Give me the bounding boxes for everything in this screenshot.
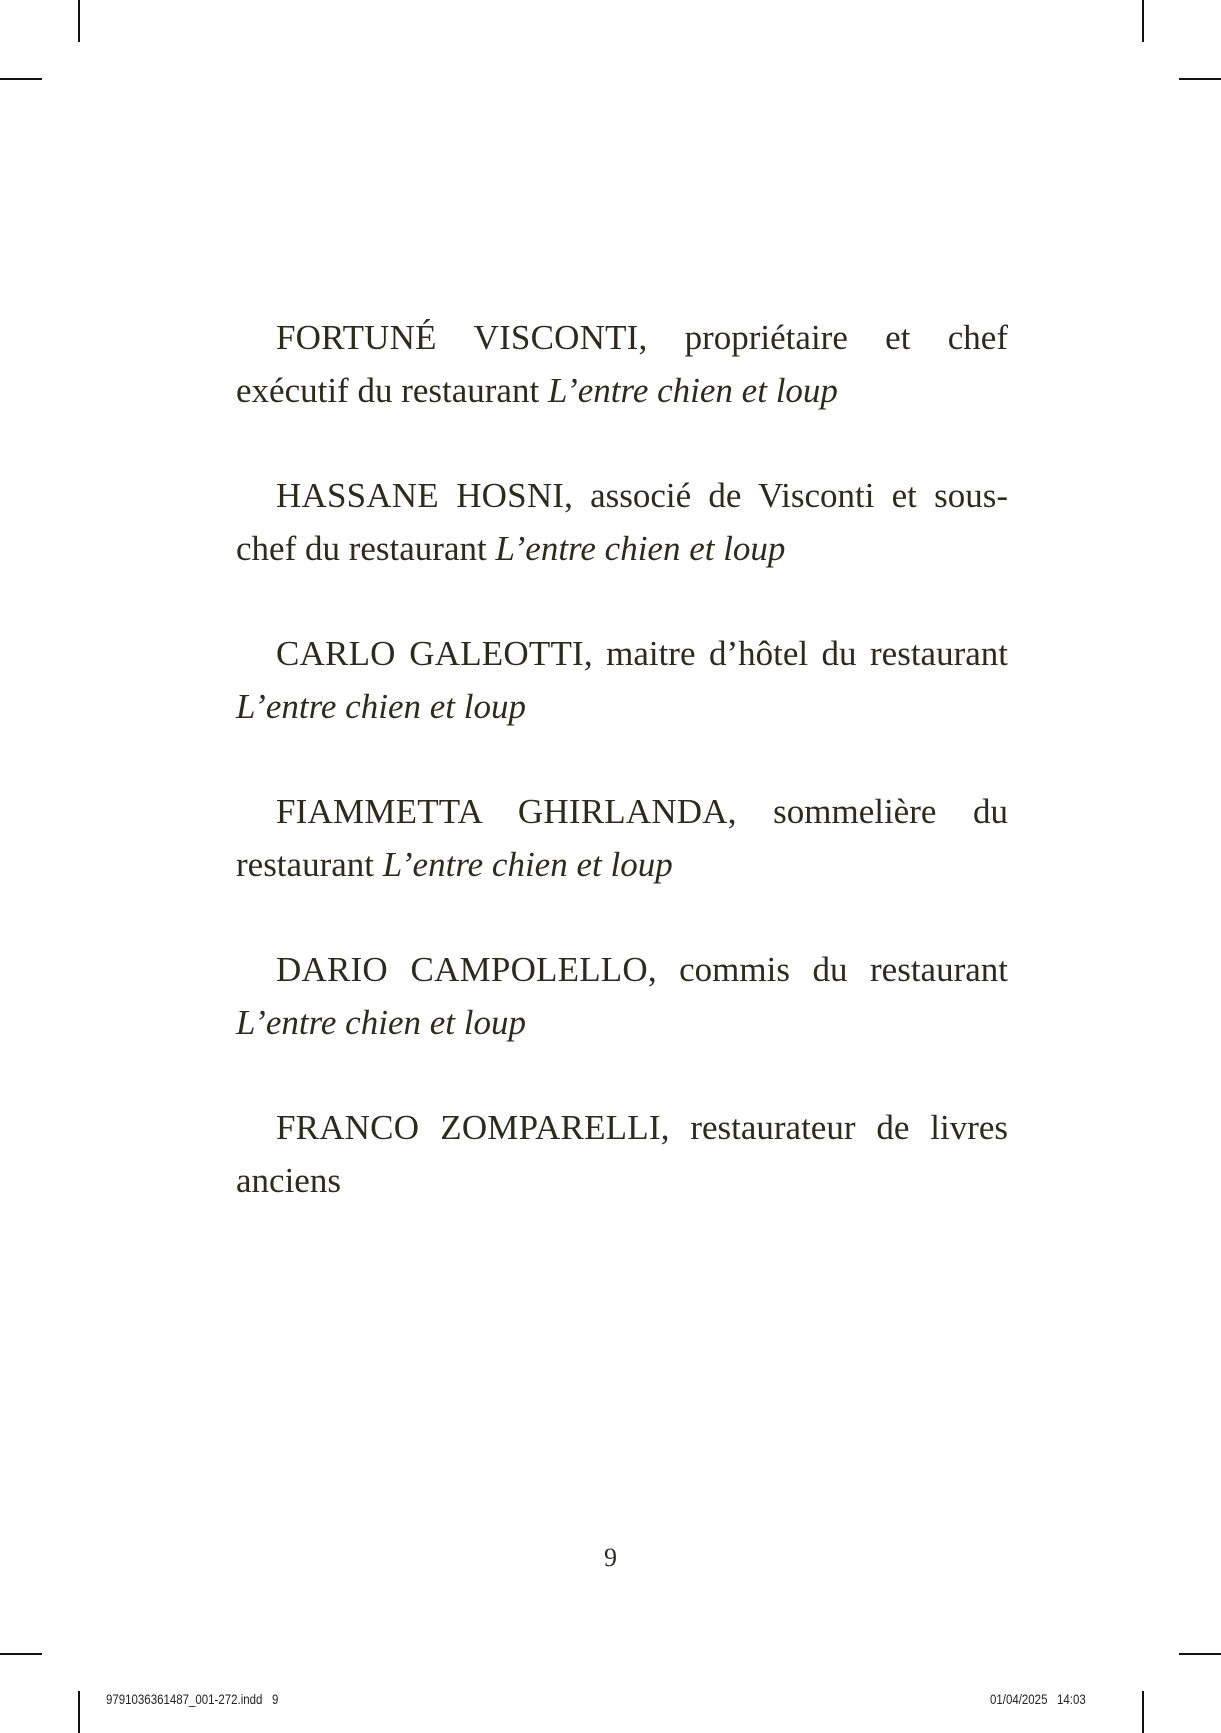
character-list — [236, 312, 1008, 1260]
character-name: HASSANE HOSNI — [276, 476, 565, 515]
crop-mark-bottom-right-horizontal — [1179, 1653, 1221, 1655]
character-description: , sommelière du restaurant — [236, 792, 1009, 884]
crop-mark-top-right-vertical — [1142, 0, 1144, 42]
print-slug-datetime: 01/04/2025 14:03 — [990, 1691, 1086, 1707]
restaurant-name: L’entre chien et loup — [547, 370, 838, 410]
restaurant-name: L’entre chien et loup — [382, 844, 673, 884]
character-entry — [236, 628, 1008, 733]
restaurant-name: L’entre chien et loup — [236, 686, 526, 726]
print-slug-filename: 9791036361487_001-272.indd 9 — [106, 1691, 279, 1707]
crop-mark-bottom-left-vertical — [78, 1691, 80, 1733]
character-entry — [236, 786, 1008, 891]
restaurant-name: L’entre chien et loup — [495, 528, 786, 568]
character-description: , propriétaire et chef exécutif du restaurant — [236, 318, 1008, 410]
crop-mark-bottom-left-horizontal — [0, 1653, 42, 1655]
crop-mark-bottom-right-vertical — [1142, 1691, 1144, 1733]
crop-mark-top-left-horizontal — [0, 78, 42, 80]
character-description: , maitre d’hôtel du restaurant — [583, 634, 1008, 673]
character-name: FORTUNÉ VISCONTI — [276, 318, 639, 357]
character-entry — [236, 470, 1008, 575]
character-description: , commis du restaurant — [647, 950, 1008, 989]
character-name: DARIO CAMPOLELLO — [276, 950, 648, 989]
character-entry — [236, 944, 1008, 1049]
character-description: , restaurateur de livres anciens — [236, 1108, 1009, 1200]
character-name: FRANCO ZOMPARELLI — [276, 1108, 661, 1147]
character-name: CARLO GALEOTTI — [276, 634, 584, 673]
crop-mark-top-left-vertical — [78, 0, 80, 42]
character-description: , associé de Visconti et sous-chef du restaurant — [236, 476, 1008, 568]
character-name: FIAMMETTA GHIRLANDA — [276, 792, 728, 831]
crop-mark-top-right-horizontal — [1179, 78, 1221, 80]
restaurant-name: L’entre chien et loup — [236, 1002, 526, 1042]
character-entry — [236, 1102, 1008, 1207]
page-number: 9 — [604, 1543, 617, 1572]
character-entry — [236, 312, 1008, 417]
